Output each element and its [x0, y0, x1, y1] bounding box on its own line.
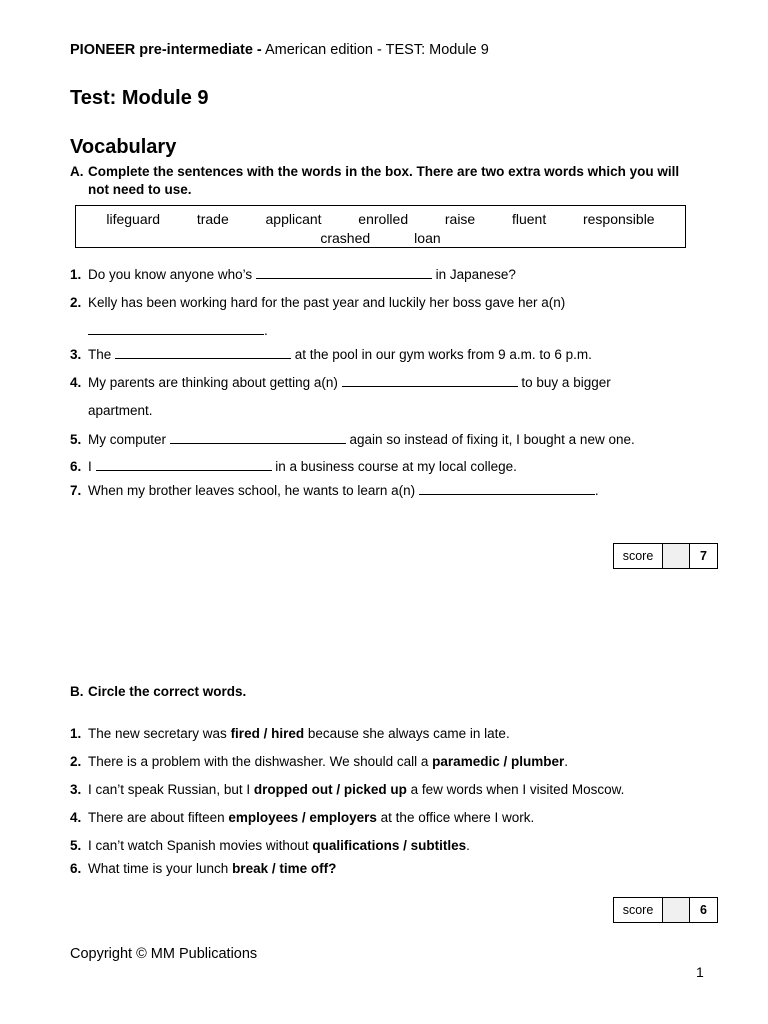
question-number: 2. — [70, 295, 82, 310]
question-text: . — [594, 483, 599, 498]
word-item: enrolled — [358, 211, 409, 227]
question-text: . — [466, 838, 470, 853]
word-box-row-2 — [76, 230, 685, 246]
word-box-row-1 — [76, 211, 685, 227]
answer-blank[interactable] — [115, 345, 291, 359]
question-text: in a business course at my local college. — [271, 459, 517, 474]
question-text: The new secretary was — [88, 726, 231, 741]
word-item: raise — [444, 211, 476, 227]
question-number: 4. — [70, 375, 82, 390]
word-box — [75, 205, 686, 248]
score-max: 6 — [700, 903, 707, 917]
question-number: 6. — [70, 861, 82, 876]
question-text: to buy a bigger — [517, 375, 611, 390]
question-text: I can’t speak Russian, but I — [88, 782, 254, 797]
question-text: in Japanese? — [431, 267, 516, 282]
answer-options[interactable]: paramedic / plumber — [432, 754, 565, 769]
answer-blank[interactable] — [96, 457, 272, 471]
question-a-3 — [70, 341, 690, 369]
answer-options[interactable]: employees / employers — [228, 810, 377, 825]
question-a-7 — [70, 477, 690, 505]
section-title: Vocabulary — [70, 136, 177, 158]
question-b-3 — [70, 776, 690, 804]
question-text: What time is your lunch — [88, 861, 233, 876]
word-item: applicant — [265, 211, 322, 227]
answer-options[interactable]: break / time off? — [232, 861, 337, 876]
question-text: There are about fifteen — [88, 810, 229, 825]
header-edition: American edition - TEST: Module 9 — [261, 42, 489, 58]
part-a-instruction-text: Complete the sentences with the words in the box. There are two extra words which you will not need to use. — [88, 164, 680, 197]
word-item: crashed — [320, 230, 371, 246]
question-b-2 — [70, 748, 690, 776]
question-text: There is a problem with the dishwasher. We should call a — [88, 754, 433, 769]
question-text: . — [264, 323, 268, 338]
answer-blank[interactable] — [88, 321, 264, 335]
question-b-6 — [70, 855, 690, 883]
part-a-instruction — [70, 163, 690, 199]
question-text: at the office where I work. — [376, 810, 535, 825]
question-text: at the pool in our gym works from 9 a.m. to 6 p.m. — [291, 347, 592, 362]
question-text: My parents are thinking about getting a(n) — [88, 375, 342, 390]
question-b-4 — [70, 804, 690, 832]
page-number: 1 — [696, 964, 704, 980]
question-a-1 — [70, 261, 690, 289]
score-box-a — [613, 543, 718, 569]
question-text: Do you know anyone who’s — [88, 267, 256, 282]
answer-options[interactable]: fired / hired — [230, 726, 305, 741]
question-text: My computer — [88, 432, 170, 447]
score-max: 7 — [700, 549, 707, 563]
copyright: Copyright © MM Publications — [70, 946, 258, 962]
answer-blank[interactable] — [342, 373, 518, 387]
question-number: 5. — [70, 432, 82, 447]
score-label: score — [614, 544, 663, 568]
answer-blank[interactable] — [170, 430, 346, 444]
part-b-instruction-text: Circle the correct words. — [88, 684, 247, 699]
word-item: loan — [414, 230, 441, 246]
question-number: 3. — [70, 347, 82, 362]
question-a-5 — [70, 426, 690, 454]
part-b-instruction — [70, 683, 690, 701]
page-header — [70, 42, 489, 58]
question-number: 4. — [70, 810, 82, 825]
part-a-number: A. — [70, 164, 84, 179]
question-b-1 — [70, 720, 690, 748]
header-brand: PIONEER pre-intermediate - — [70, 42, 262, 58]
page-title: Test: Module 9 — [70, 87, 209, 109]
question-number: 1. — [70, 267, 82, 282]
question-text: I — [88, 459, 96, 474]
question-number: 2. — [70, 754, 82, 769]
answer-blank[interactable] — [256, 265, 432, 279]
answer-options[interactable]: qualifications / subtitles — [312, 838, 467, 853]
question-text: When my brother leaves school, he wants to learn a(n) — [88, 483, 419, 498]
question-a-2 — [70, 289, 690, 345]
answer-options[interactable]: dropped out / picked up — [253, 782, 407, 797]
question-text: I can’t watch Spanish movies without — [88, 838, 313, 853]
word-item: responsible — [582, 211, 655, 227]
word-item: lifeguard — [106, 211, 161, 227]
question-text: again so instead of fixing it, I bought a new one. — [345, 432, 635, 447]
word-item: trade — [196, 211, 229, 227]
question-text: The — [88, 347, 116, 362]
score-input[interactable] — [663, 544, 690, 568]
score-label: score — [614, 898, 663, 922]
question-number: 1. — [70, 726, 82, 741]
answer-blank[interactable] — [419, 481, 595, 495]
question-number: 5. — [70, 838, 82, 853]
score-box-b — [613, 897, 718, 923]
word-item: fluent — [511, 211, 547, 227]
question-text: . — [564, 754, 568, 769]
question-text: a few words when I visited Moscow. — [406, 782, 625, 797]
score-input[interactable] — [663, 898, 690, 922]
question-number: 6. — [70, 459, 82, 474]
question-text: Kelly has been working hard for the past year and luckily her boss gave her a(n) — [88, 295, 566, 310]
question-text: apartment. — [88, 403, 153, 418]
part-b-number: B. — [70, 684, 84, 699]
question-number: 7. — [70, 483, 82, 498]
question-text: because she always came in late. — [304, 726, 510, 741]
question-number: 3. — [70, 782, 82, 797]
question-a-4 — [70, 369, 690, 425]
